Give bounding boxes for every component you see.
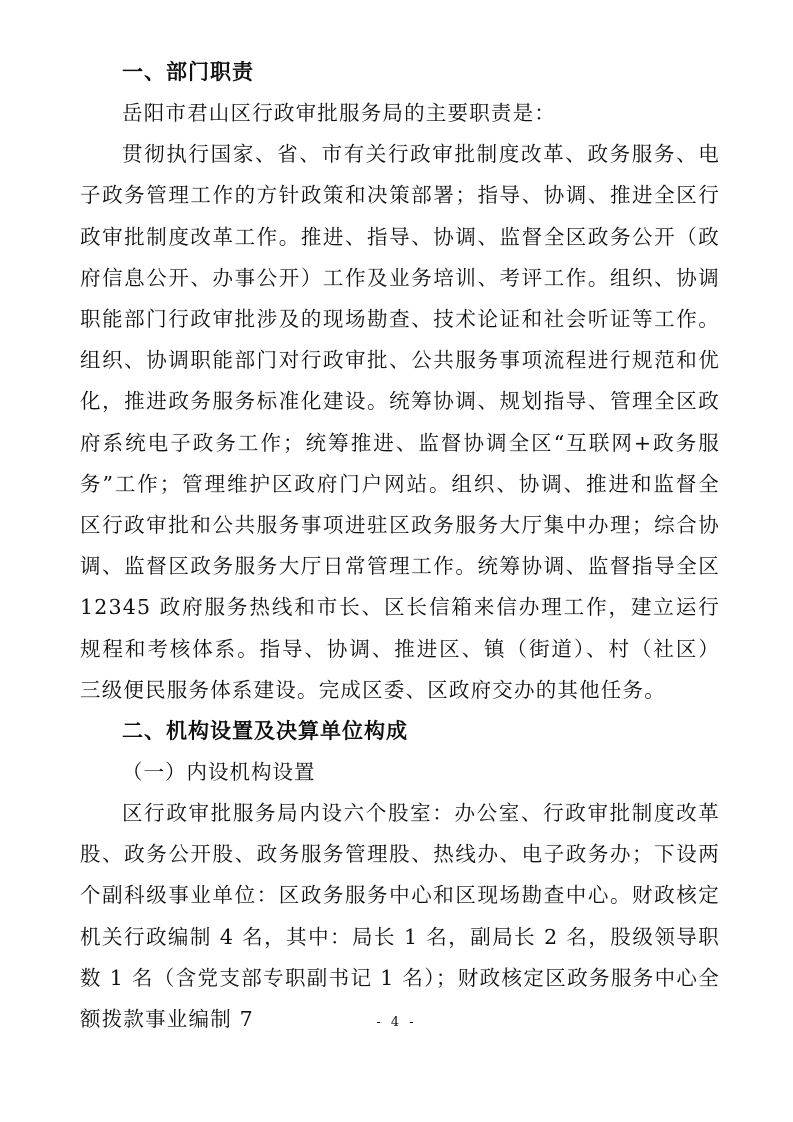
page-number: - 4 - (376, 1015, 417, 1030)
subsection-heading-internal-structure: （一）内设机构设置 (122, 760, 316, 785)
section-heading-organization: 二、机构设置及决算单位构成 (122, 719, 408, 744)
organization-body-paragraph: 区行政审批服务局内设六个股室：办公室、行政审批制度改革股、政务公开股、政务服务管理股、热线办、电子政务办；下设两个副科级事业单位：区政务服务中心和区现场勘查中心。财政核定机关行政编制 4 名，其中：局长 1 名，副局长 2 名，股级领导职数 1 名（含党支部专职副书记 1 名）；财政核定区政务服务中心全额拨款事业编制 7 (80, 801, 720, 1032)
duties-body-paragraph: 贯彻执行国家、省、市有关行政审批制度改革、政务服务、电子政务管理工作的方针政策和决策部署；指导、协调、推进全区行政审批制度改革工作。推进、指导、协调、监督全区政务公开（政府信息公开、办事公开）工作及业务培训、考评工作。组织、协调职能部门行政审批涉及的现场勘查、技术论证和社会听证等工作。组织、协调职能部门对行政审批、公共服务事项流程进行规范和优化，推进政务服务标准化建设。统筹协调、规划指导、管理全区政府系统电子政务工作；统筹推进、监督协调全区“互联网+政务服务”工作；管理维护区政府门户网站。组织、协调、推进和监督全区行政审批和公共服务事项进驻区政务服务大厅集中办理；综合协调、监督区政务服务大厅日常管理工作。统筹协调、监督指导全区 12345 政府服务热线和市长、区长信箱来信办理工作，建立运行规程和考核体系。指导、协调、推进区、镇（街道）、村（社区）三级便民服务体系建设。完成区委、区政府交办的其他任务。 (80, 142, 720, 702)
section-heading-duties: 一、部门职责 (122, 60, 254, 84)
duties-intro-paragraph: 岳阳市君山区行政审批服务局的主要职责是： (122, 101, 556, 125)
document-body (80, 52, 720, 1040)
